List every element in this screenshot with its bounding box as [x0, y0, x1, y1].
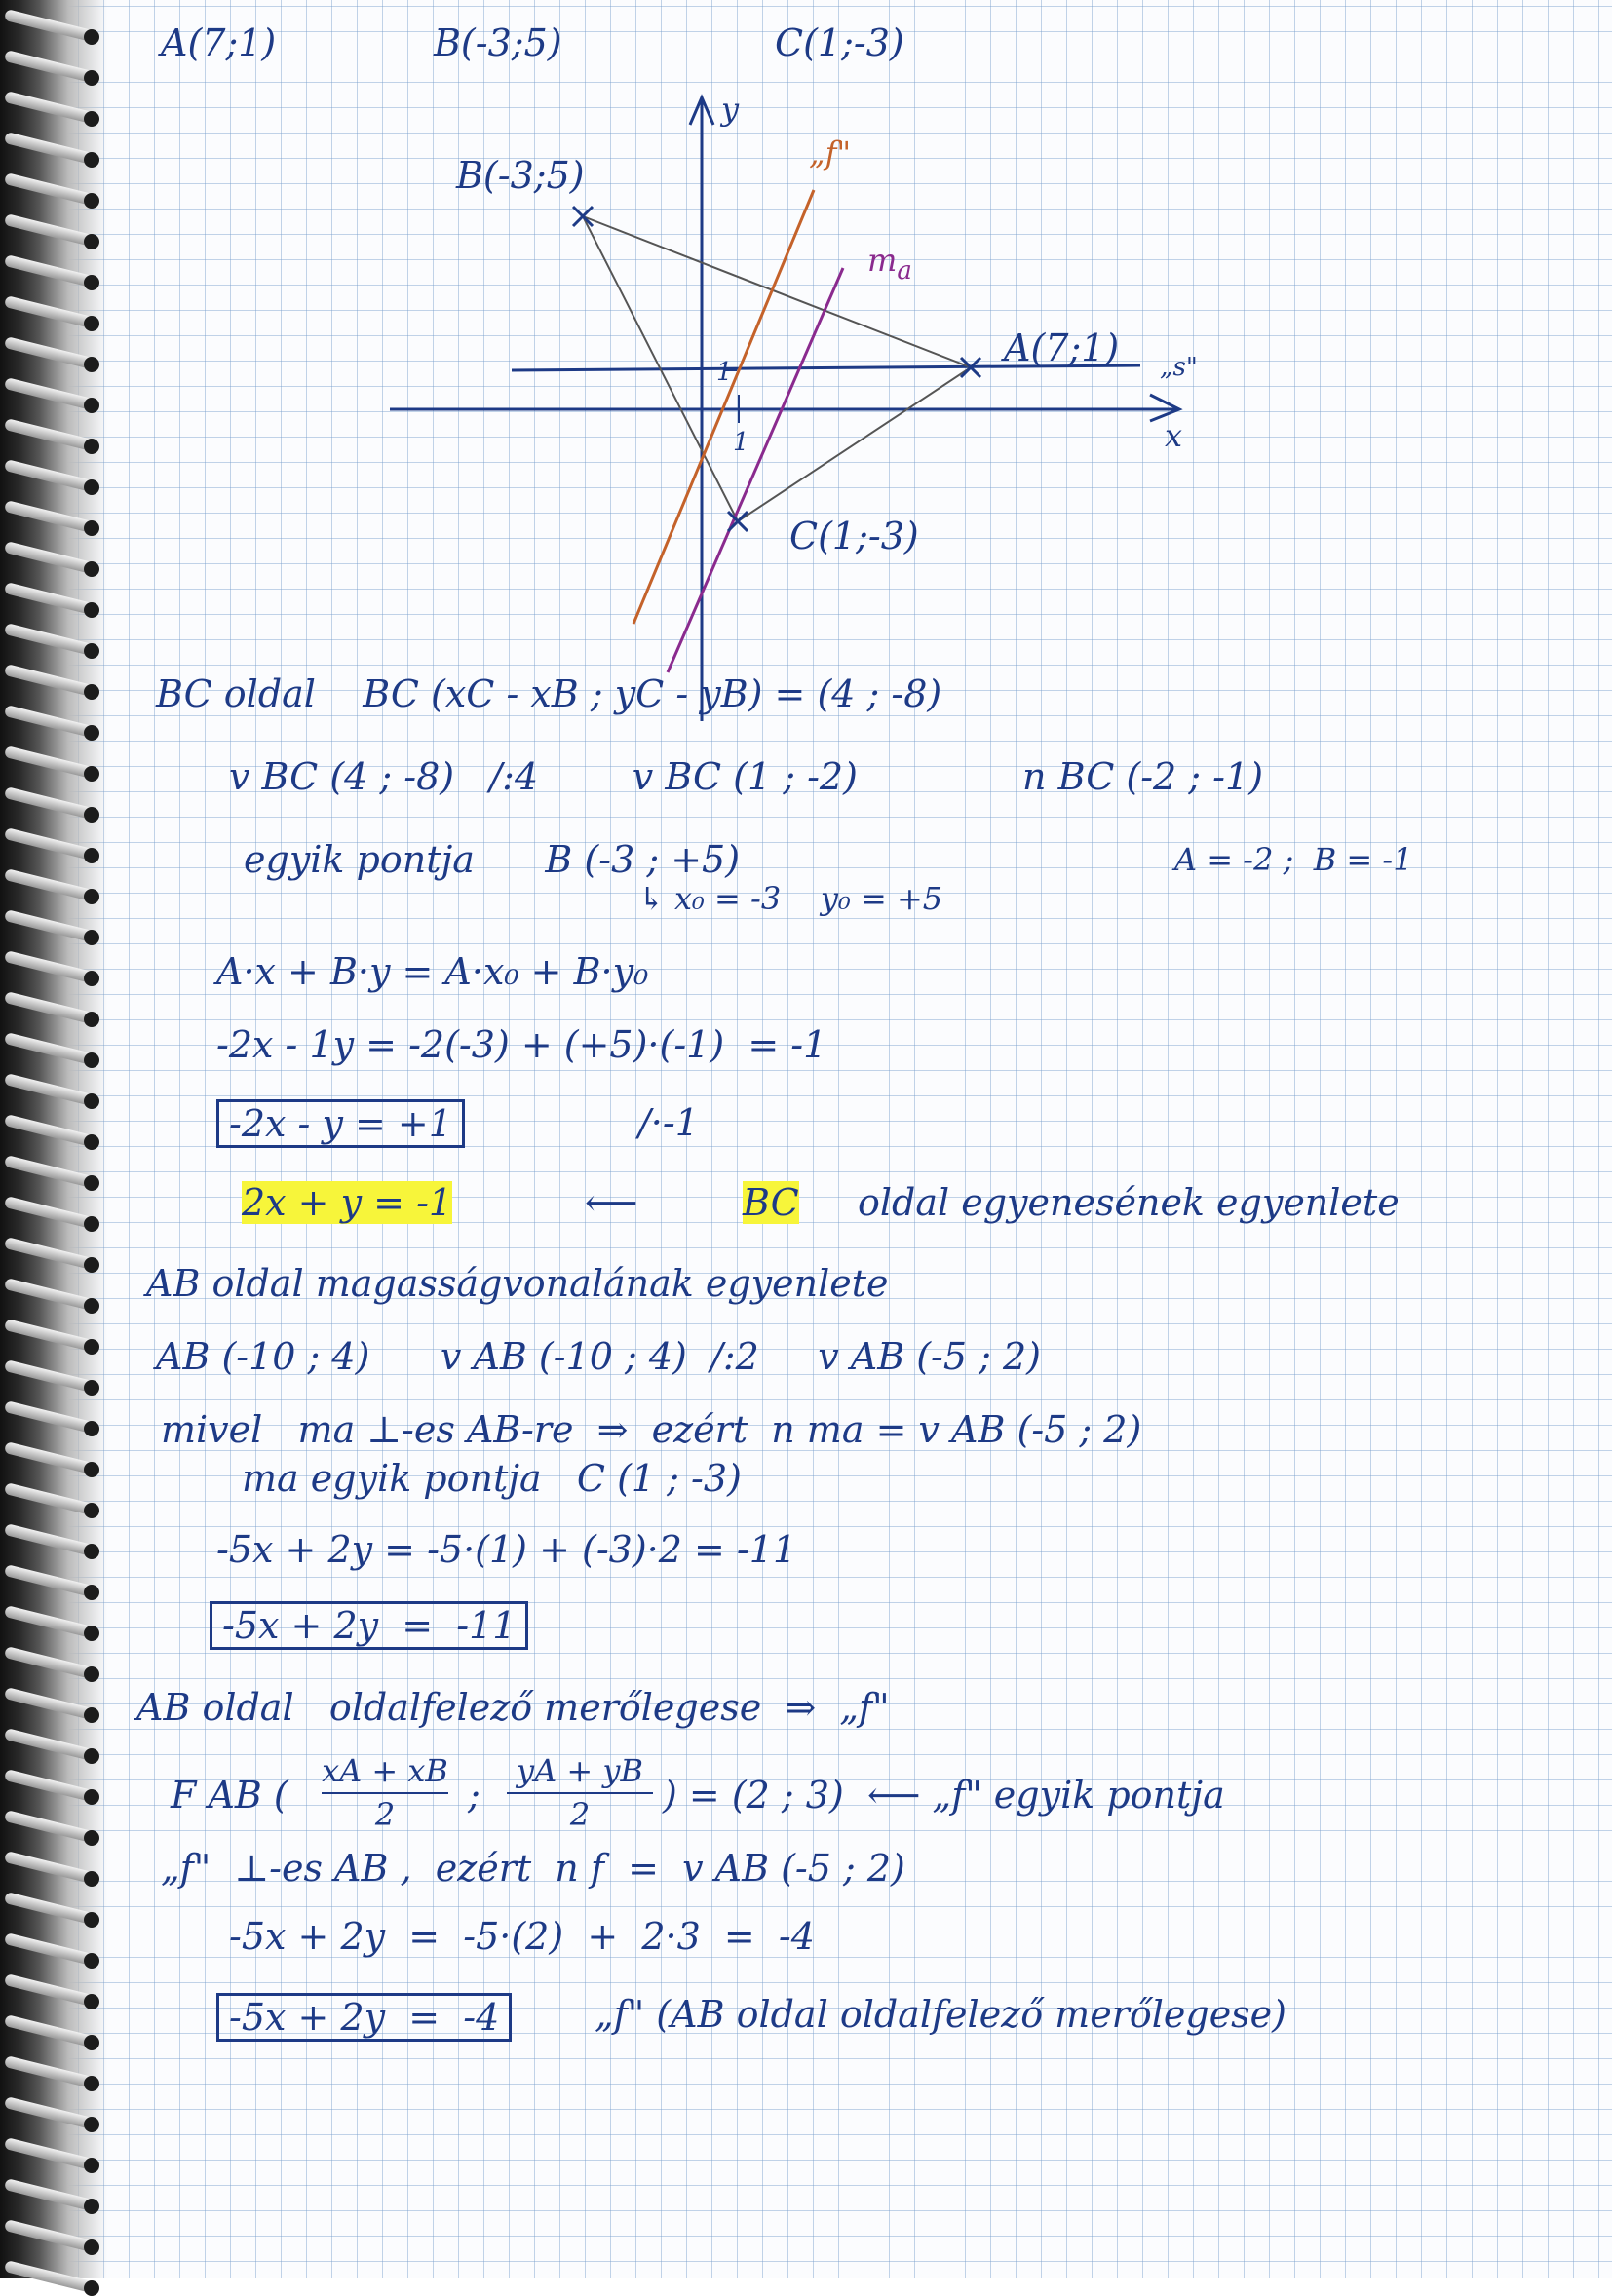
note-line-3c: A = -2 ; B = -1 [1174, 841, 1413, 878]
vertex-b-marker [573, 207, 593, 226]
midpoint-result: ) = (2 ; 3) ⟵ „f" egyik pontja [663, 1774, 1225, 1817]
note-line-1: BC oldal BC (xC - xB ; yC - yB) = (4 ; -8) [156, 672, 942, 715]
axis-x-label: x [1165, 417, 1183, 454]
note-line-14: AB oldal oldalfelező merőlegese ⇒ „f" [136, 1686, 890, 1729]
note-line-3a: egyik pontja B (-3 ; +5) [244, 838, 741, 881]
label-b: B(-3;5) [456, 154, 585, 197]
boxed-equation-ma: -5x + 2y = -11 [210, 1601, 528, 1650]
label-ma [867, 239, 912, 292]
f-line-note: „f" (AB oldal oldalfelező merőlegese) [595, 1993, 1286, 2036]
frac-separator: ; [468, 1774, 480, 1817]
note-line-3b: ↳ x₀ = -3 y₀ = +5 [638, 880, 943, 917]
note-line-17: -5x + 2y = -5·(2) + 2·3 = -4 [229, 1915, 815, 1958]
note-line-8: AB oldal magasságvonalának egyenlete [146, 1262, 889, 1305]
arrow-left: ⟵ [585, 1181, 638, 1224]
midpoint-label: F AB ( [171, 1774, 288, 1817]
tick-x-label: 1 [733, 428, 749, 457]
note-line-4: A·x + B·y = A·x₀ + B·y₀ [216, 950, 649, 993]
label-c: C(1;-3) [789, 515, 919, 557]
label-f: „f" [809, 134, 852, 172]
frac2-numerator: yA + yB [507, 1749, 653, 1794]
vertex-c-marker [728, 512, 748, 531]
note-line-16: „f" ⊥-es AB , ezért n f = v AB (-5 ; 2) [161, 1847, 905, 1890]
axis-y-label: y [721, 91, 740, 128]
highlighted-bc: BC [743, 1181, 799, 1224]
multiply-note: /·-1 [638, 1101, 699, 1144]
note-line-12: -5x + 2y = -5·(1) + (-3)·2 = -11 [216, 1528, 797, 1571]
label-s: „s" [1160, 353, 1198, 382]
note-line-5: -2x - 1y = -2(-3) + (+5)·(-1) = -1 [216, 1023, 827, 1066]
note-line-11: ma egyik pontja C (1 ; -3) [242, 1457, 742, 1500]
f-line [633, 190, 814, 624]
bc-line-note: oldal egyenesének egyenlete [858, 1181, 1400, 1224]
note-line-10: mivel ma ⊥-es AB-re ⇒ ezért n ma = v AB (-5 ; 2) [161, 1408, 1142, 1451]
label-a: A(7;1) [1004, 326, 1120, 369]
boxed-equation-bc: -2x - y = +1 [216, 1099, 465, 1148]
note-line-2: v BC (4 ; -8) /:4 v BC (1 ; -2) n BC (-2 ; -1) [229, 755, 1264, 798]
label-ma-sub: a [897, 256, 912, 286]
note-line-9: AB (-10 ; 4) v AB (-10 ; 4) /:2 v AB (-5 ; 2) [156, 1335, 1042, 1378]
point-a-header: A(7;1) [161, 21, 277, 64]
boxed-equation-f: -5x + 2y = -4 [216, 1993, 512, 2042]
point-c-header: C(1;-3) [775, 21, 904, 64]
binding-hole [84, 2280, 99, 2296]
highlighted-equation-bc: 2x + y = -1 [242, 1181, 453, 1224]
frac2-denominator: 2 [569, 1796, 591, 1833]
frac1-numerator: xA + xB [322, 1749, 448, 1794]
tick-y-label: 1 [716, 358, 733, 387]
point-b-header: B(-3;5) [434, 21, 562, 64]
label-ma-main: m [867, 242, 898, 279]
frac1-denominator: 2 [374, 1796, 396, 1833]
